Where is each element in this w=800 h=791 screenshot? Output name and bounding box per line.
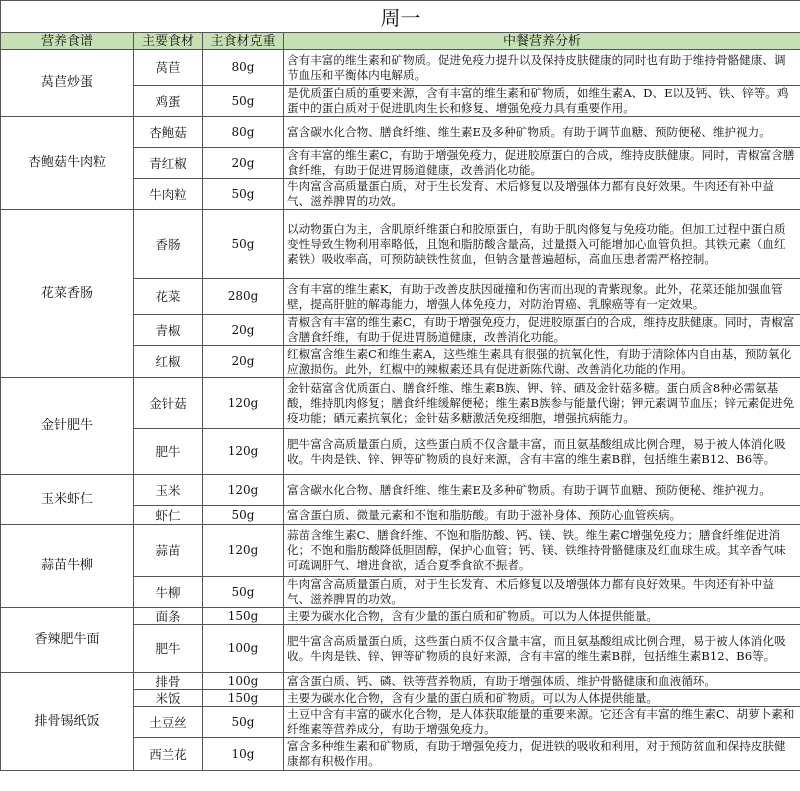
weight-cell: 20g: [203, 315, 284, 346]
ingredient-cell: 西兰花: [134, 738, 203, 771]
weight-cell: 50g: [203, 179, 284, 210]
weight-cell: 10g: [203, 738, 284, 771]
ingredient-cell: 蒜苗: [134, 525, 203, 577]
analysis-cell: 主要为碳水化合物，含有少量的蛋白质和矿物质。可以为人体提供能量。: [284, 690, 800, 707]
ingredient-cell: 青椒: [134, 315, 203, 346]
ingredient-cell: 鸡蛋: [134, 86, 203, 117]
ingredient-cell: 金针菇: [134, 378, 203, 429]
analysis-cell: 含有丰富的维生素K，有助于改善皮肤因碰撞和伤害而出现的青紫现象。此外，花菜还能加强血管壁，提高肝脏的解毒能力，增强人体免疫力，对防治胃癌、乳腺癌等有一定效果。: [284, 279, 800, 315]
ingredient-cell: 米饭: [134, 690, 203, 707]
ingredient-cell: 牛肉粒: [134, 179, 203, 210]
analysis-cell: 牛肉富含高质量蛋白质，对于生长发育、术后修复以及增强体力都有良好效果。牛肉还有补中益气、滋养脾胃的功效。: [284, 179, 800, 210]
weight-cell: 100g: [203, 625, 284, 673]
weight-cell: 50g: [203, 506, 284, 525]
analysis-cell: 富含碳水化合物、膳食纤维、维生素E及多种矿物质。有助于调节血糖、预防便秘、维护视力。: [284, 117, 800, 148]
analysis-cell: 富含碳水化合物、膳食纤维、维生素E及多种矿物质。有助于调节血糖、预防便秘、维护视力。: [284, 475, 800, 506]
table-row: [1, 673, 800, 690]
analysis-cell: 肥牛富含高质量蛋白质，这些蛋白质不仅含量丰富，而且氨基酸组成比例合理，易于被人体消化吸收。牛肉是铁、锌、钾等矿物质的良好来源，含有丰富的维生素B群，包括维生素B12、B6等。: [284, 625, 800, 673]
ingredient-cell: 莴苣: [134, 50, 203, 86]
analysis-cell: 土豆中含有丰富的碳水化合物，是人体获取能量的重要来源。它还含有丰富的维生素C、胡萝卜素和纤维素等营养成分，有助于增强免疫力。: [284, 707, 800, 738]
dish-name: 香辣肥牛面: [1, 608, 134, 673]
weight-cell: 50g: [203, 86, 284, 117]
table-row: [1, 378, 800, 429]
analysis-cell: 主要为碳水化合物，含有少量的蛋白质和矿物质。可以为人体提供能量。: [284, 608, 800, 625]
weight-cell: 150g: [203, 608, 284, 625]
weight-cell: 20g: [203, 346, 284, 378]
weight-cell: 50g: [203, 210, 284, 279]
weight-cell: 80g: [203, 117, 284, 148]
analysis-cell: 青椒含有丰富的维生素C，有助于增强免疫力，促进胶原蛋白的合成，维持皮肤健康。同时，青椒富含膳食纤维，有助于促进胃肠道健康，改善消化功能。: [284, 315, 800, 346]
ingredient-cell: 土豆丝: [134, 707, 203, 738]
dish-name: 花菜香肠: [1, 210, 134, 378]
weight-cell: 280g: [203, 279, 284, 315]
header-analysis: 中餐营养分析: [284, 33, 800, 50]
analysis-cell: 含有丰富的维生素C，有助于增强免疫力，促进胶原蛋白的合成，维持皮肤健康。同时，青椒富含膳食纤维，有助于促进胃肠道健康，改善消化功能。: [284, 148, 800, 179]
analysis-cell: 牛肉富含高质量蛋白质，对于生长发育、术后修复以及增强体力都有良好效果。牛肉还有补中益气、滋养脾胃的功效。: [284, 577, 800, 608]
weight-cell: 120g: [203, 475, 284, 506]
ingredient-cell: 香肠: [134, 210, 203, 279]
dish-name: 杏鲍菇牛肉粒: [1, 117, 134, 210]
weight-cell: 120g: [203, 429, 284, 475]
ingredient-cell: 花菜: [134, 279, 203, 315]
day-title: 周一: [1, 1, 800, 33]
analysis-cell: 富含多种维生素和矿物质，有助于增强免疫力，促进铁的吸收和利用，对于预防贫血和保持皮肤健康都有积极作用。: [284, 738, 800, 771]
ingredient-cell: 肥牛: [134, 429, 203, 475]
table-row: [1, 475, 800, 506]
table-row: [1, 50, 800, 86]
weight-cell: 120g: [203, 378, 284, 429]
analysis-cell: 富含蛋白质、微量元素和不饱和脂肪酸。有助于滋补身体、预防心血管疾病。: [284, 506, 800, 525]
analysis-cell: 富含蛋白质、钙、磷、铁等营养物质，有助于增强体质、维护骨骼健康和血液循环。: [284, 673, 800, 690]
analysis-cell: 红椒富含维生素C和维生素A，这些维生素具有很强的抗氧化性，有助于清除体内自由基，预防氧化应激损伤。此外，红椒中的辣椒素还具有促进新陈代谢、改善消化功能的作用。: [284, 346, 800, 378]
ingredient-cell: 面条: [134, 608, 203, 625]
analysis-cell: 金针菇富含优质蛋白、膳食纤维、维生素B族、钾、锌、硒及金针菇多糖。蛋白质含8种必需氨基酸，维持肌肉修复；膳食纤维缓解便秘；维生素B族参与能量代谢；钾元素调节血压；锌元素促进免疫功能；硒元素抗氧化；金针菇多糖激活免疫细胞，增强抗病能力。: [284, 378, 800, 429]
ingredient-cell: 肥牛: [134, 625, 203, 673]
ingredient-cell: 红椒: [134, 346, 203, 378]
table-row: [1, 525, 800, 577]
dish-name: 莴苣炒蛋: [1, 50, 134, 117]
table-row: [1, 210, 800, 279]
ingredient-cell: 玉米: [134, 475, 203, 506]
dish-name: 排骨锡纸饭: [1, 673, 134, 771]
table-row: [1, 608, 800, 625]
analysis-cell: 肥牛富含高质量蛋白质，这些蛋白质不仅含量丰富，而且氨基酸组成比例合理，易于被人体消化吸收。牛肉是铁、锌、钾等矿物质的良好来源，含有丰富的维生素B群，包括维生素B12、B6等。: [284, 429, 800, 475]
header-ingredient: 主要食材: [134, 33, 203, 50]
ingredient-cell: 牛柳: [134, 577, 203, 608]
table-row: [1, 117, 800, 148]
weight-cell: 20g: [203, 148, 284, 179]
dish-name: 金针肥牛: [1, 378, 134, 475]
ingredient-cell: 排骨: [134, 673, 203, 690]
header-dish: 营养食谱: [1, 33, 134, 50]
weight-cell: 120g: [203, 525, 284, 577]
weight-cell: 80g: [203, 50, 284, 86]
header-weight: 主食材克重: [203, 33, 284, 50]
weight-cell: 50g: [203, 577, 284, 608]
analysis-cell: 以动物蛋白为主，含肌原纤维蛋白和胶原蛋白，有助于肌肉修复与免疫功能。但加工过程中蛋白质变性导致生物利用率略低，且饱和脂肪酸含量高，过量摄入可能增加心血管负担。其铁元素（血红素铁）吸收率高，可预防缺铁性贫血，但钠含量普遍超标，高血压患者需严格控制。: [284, 210, 800, 279]
dish-name: 蒜苗牛柳: [1, 525, 134, 608]
analysis-cell: 含有丰富的维生素和矿物质。促进免疫力提升以及保持皮肤健康的同时也有助于维持骨骼健康、调节血压和平衡体内电解质。: [284, 50, 800, 86]
analysis-cell: 蒜苗含维生素C、膳食纤维、不饱和脂肪酸、钙、镁、铁。维生素C增强免疫力；膳食纤维促进消化；不饱和脂肪酸降低胆固醇，保护心血管；钙、镁、铁维持骨骼健康及红血球生成。其辛香气味可疏调肝气、增进食欲，适合夏季食欲不振者。: [284, 525, 800, 577]
ingredient-cell: 虾仁: [134, 506, 203, 525]
dish-name: 玉米虾仁: [1, 475, 134, 525]
analysis-cell: 是优质蛋白质的重要来源，含有丰富的维生素和矿物质，如维生素A、D、E以及钙、铁、锌等。鸡蛋中的蛋白质对于促进肌肉生长和修复、增强免疫力具有重要作用。: [284, 86, 800, 117]
ingredient-cell: 青红椒: [134, 148, 203, 179]
menu-rows: [1, 50, 800, 771]
weight-cell: 150g: [203, 690, 284, 707]
weight-cell: 100g: [203, 673, 284, 690]
ingredient-cell: 杏鲍菇: [134, 117, 203, 148]
weight-cell: 50g: [203, 707, 284, 738]
